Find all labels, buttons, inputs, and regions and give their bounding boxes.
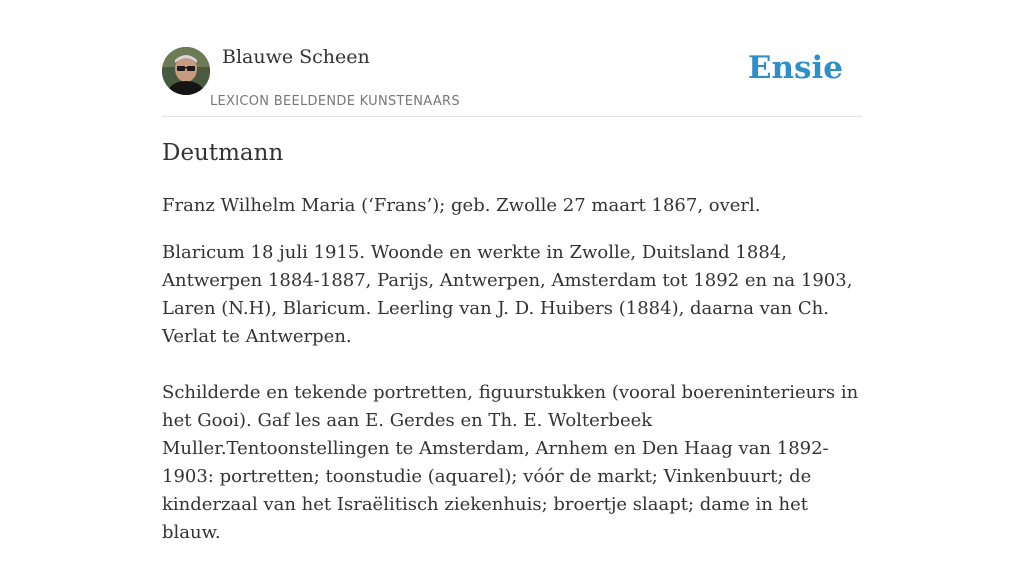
ensie-logo-link[interactable]: Ensie (747, 50, 843, 86)
article-lead: Franz Wilhelm Maria (‘Frans’); geb. Zwolle 27 maart 1867, overl. (162, 195, 761, 216)
article-paragraph: Schilderde en tekende portretten, figuurstukken (vooral boereninterieurs in het Gooi). Gaf les aan E. Gerdes en Th. E. Wolterbeek Muller.Tentoonstellingen te Amsterdam, Arnhem en Den Haag van 1892-1903: portretten; toonstudie (aquarel); vóór de markt; Vinkenbuurt; de kinderzaal van het Israëlitisch ziekenhuis; broertje slaapt; dame in het blauw. (162, 382, 859, 543)
author-avatar[interactable] (162, 47, 210, 95)
person-photo-avatar-icon (162, 47, 210, 95)
article-paragraph: Blaricum 18 juli 1915. Woonde en werkte in Zwolle, Duitsland 1884, Antwerpen 1884-1887, Parijs, Antwerpen, Amsterdam tot 1892 en na 1903, Laren (N.H), Blaricum. Leerling van J. D. Huibers (1884), daarna van Ch. Verlat te Antwerpen. (162, 242, 853, 347)
article-body (162, 239, 862, 575)
author-name-link[interactable]: Blauwe Scheen (222, 46, 370, 68)
collection-link[interactable]: LEXICON BEELDENDE KUNSTENAARS (210, 94, 460, 109)
article-header (162, 0, 862, 117)
page-container (162, 0, 862, 543)
article-title: Deutmann (162, 140, 284, 166)
